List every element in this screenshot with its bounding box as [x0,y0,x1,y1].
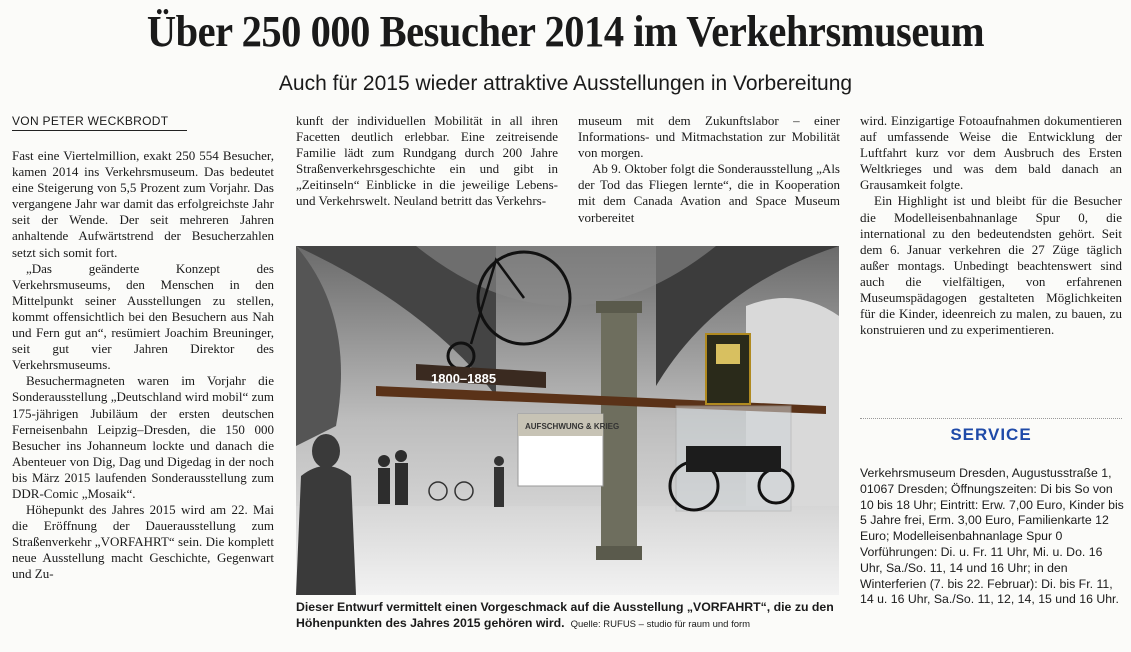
article-column-1 [12,148,274,583]
paragraph: Fast eine Viertelmillion, exakt 250 554 Besucher, kamen 2014 ins Verkehrsmuseum. Das bedeutet eine Steigerung von 5,5 Prozent zum Vorjahr. Das vergangene Jahr war damit das erfolgreichste Jahr seit der Wende. Der seit mehreren Jahren anhaltende Aufwärtstrend der Besucherzahlen setzt sich somit fort. [12,148,274,260]
paragraph: museum mit dem Zukunftslabor – einer Informations- und Mitmachstation zur Mobilität von morgen. [578,113,840,161]
paragraph: Ein Highlight ist und bleibt für die Besucher die Modelleisenbahnanlage Spur 0, die international zu den bedeutendsten gehört. Seit dem 6. Januar verkehren die 27 Züge täglich außer montags. Unbedingt beachtenswert sind auch die vielfältigen, von erfahrenen Museumspädagogen gestalteten Möglichkeiten für die Kinder, ideenreich zu malen, zu bauen, zu konstruieren und zu experimentieren. [860,193,1122,338]
paragraph: wird. Einzigartige Fotoaufnahmen dokumentieren auf umfassende Weise die Entwicklung der Luftfahrt kurz vor dem Ausbruch des Ersten Weltkrieges und was dem bald danach an Grausamkeit folgte. [860,113,1122,193]
paragraph: Besuchermagneten waren im Vorjahr die Sonderausstellung „Deutschland wird mobil“ zum 175-jährigen Jubiläum der ersten deutschen Ferneisenbahn Leipzig–Dresden, die 150 000 Besucher ins Johanneum lockte und danach die Abenteuer von Dig, Dag und Digedag in der noch bis März 2015 laufenden Sonderausstellung zum DDR-Comic „Mosaik“. [12,373,274,501]
exhibition-rendering-photo [296,246,839,595]
photo-credit: Quelle: RUFUS – studio für raum und form [570,619,751,630]
headline: Über 250 000 Besucher 2014 im Verkehrsmuseum [146,7,985,56]
byline: VON PETER WECKBRODT [12,113,187,131]
article-column-4 [860,113,1122,338]
years-sign: 1800–1885 [431,371,497,386]
subheadline: Auch für 2015 wieder attraktive Ausstellungen in Vorbereitung [278,72,853,95]
caption-text: Dieser Entwurf vermittelt einen Vorgeschmack auf die Ausstellung „VORFAHRT“, die zu den Höhenpunkten des Jahres 2015 gehören wird. [296,600,834,630]
paragraph: „Das geänderte Konzept des Verkehrsmuseums, den Menschen in den Mittelpunkt seiner Ausstellungen zu stellen, kommt offensichtlich bei den Besuchern aus Nah und Fern gut an“, resümiert Joachim Breuninger, seit gut vier Jahren Direktor des Verkehrsmuseums. [12,260,274,373]
service-divider [860,418,1122,419]
paragraph: Ab 9. Oktober folgt die Sonderausstellung „Als der Tod das Fliegen lernte“, die in Kooperation mit dem Canada Avation and Space Museum vorbereitet [578,161,840,225]
article-column-2 [296,113,558,210]
exhibit-panel-title: AUFSCHWUNG & KRIEG [525,422,620,431]
paragraph: Höhepunkt des Jahres 2015 wird am 22. Mai die Eröffnung der Dauerausstellung zum Straßenverkehr „VORFAHRT“ sein. Die komplett neue Ausstellung macht Geschichte, Gegenwart und Zu- [12,502,274,582]
service-heading: SERVICE [950,425,1032,444]
photo-caption [296,599,841,633]
article-column-3 [578,113,840,226]
paragraph: kunft der individuellen Mobilität in all ihren Facetten deutlich erlebbar. Eine zeitreisende Familie lädt zum Rundgang durch 200 Jahre Straßenverkehrsgeschichte ein und gibt in „Zeitinseln“ Einblicke in die jeweilige Lebens- und Verkehrswelt. Neuland betritt das Verkehrs- [296,113,558,209]
service-info-text: Verkehrsmuseum Dresden, Augustusstraße 1, 01067 Dresden; Öffnungszeiten: Di bis So von 10 bis 18 Uhr; Eintritt: Erw. 7,00 Euro, Kinder bis 5 Jahre frei, Erm. 3,00 Euro, Familienkarte 12 Euro; Modelleisenbahnanlage Spur 0 Vorführungen: Di. u. Fr. 11 Uhr, Mi. u. Do. 16 Uhr, Sa./So. 11, 14 und 16 Uhr; in den Winterferien (7. bis 22. Februar): Di. bis Fr. 11, 14 u. 16 Uhr, Sa./So. 11, 12, 14, 15 und 16 Uhr. [860,466,1124,607]
